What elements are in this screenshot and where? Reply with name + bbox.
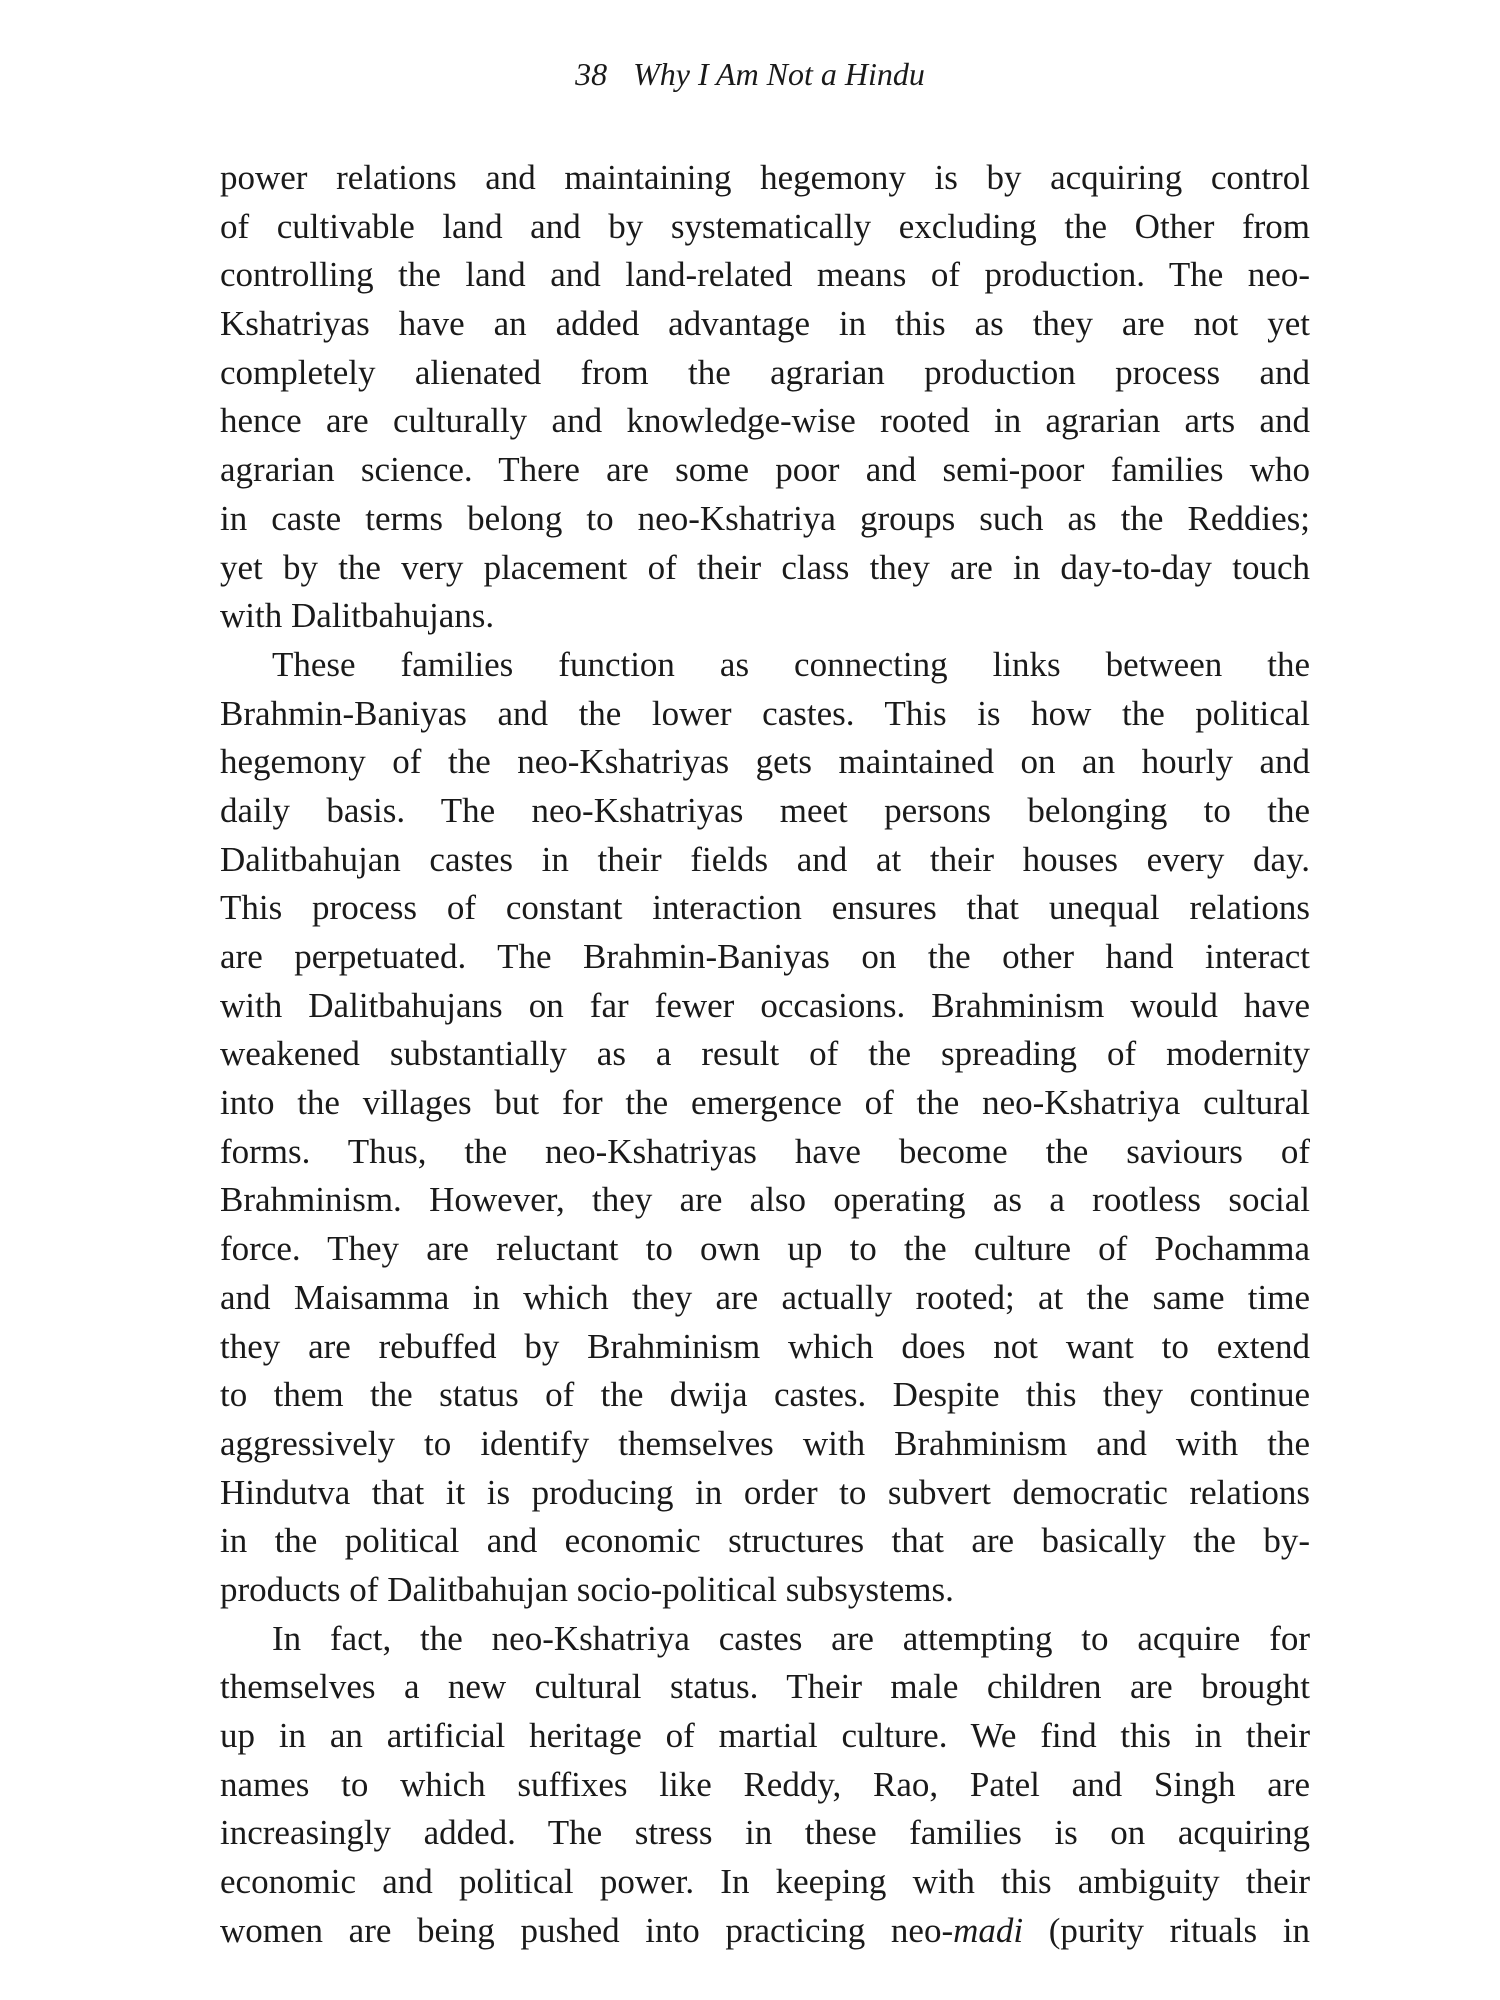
text-line: completely alienated from the agrarian production process and: [220, 352, 1310, 392]
text-line: Brahminism. However, they are also operating as a rootless social: [220, 1180, 1310, 1220]
line-text-before-italic: women are being pushed into practicing neo-: [220, 1910, 954, 1950]
text-line: force. They are reluctant to own up to the culture of Pochamma: [220, 1229, 1310, 1269]
text-line: increasingly added. The stress in these families is on acquiring: [220, 1813, 1310, 1853]
text-line-with-italic: [220, 1907, 1310, 1956]
text-line: These families function as connecting links between the: [272, 644, 1310, 684]
italic-term: madi: [953, 1910, 1024, 1950]
text-line: themselves a new cultural status. Their male children are brought: [220, 1667, 1310, 1707]
text-line: yet by the very placement of their class they are in day-to-day touch: [220, 547, 1310, 587]
text-line: aggressively to identify themselves with Brahminism and with the: [220, 1423, 1310, 1463]
text-line: of cultivable land and by systematically excluding the Other from: [220, 206, 1310, 246]
text-line: into the villages but for the emergence of the neo-Kshatriya cultural: [220, 1083, 1310, 1123]
text-line: with Dalitbahujans on far fewer occasions. Brahminism would have: [220, 985, 1310, 1025]
text-line: to them the status of the dwija castes. Despite this they continue: [220, 1375, 1310, 1415]
text-line: agrarian science. There are some poor and semi-poor families who: [220, 450, 1310, 490]
running-head: [0, 52, 1500, 96]
text-line: power relations and maintaining hegemony is by acquiring control: [220, 158, 1310, 197]
text-line: weakened substantially as a result of the spreading of modernity: [220, 1034, 1310, 1074]
body-text: [220, 154, 1310, 1955]
text-line: daily basis. The neo-Kshatriyas meet persons belonging to the: [220, 790, 1310, 830]
text-line: are perpetuated. The Brahmin-Baniyas on the other hand interact: [220, 937, 1310, 976]
page-number: 38: [575, 56, 608, 92]
text-line: in the political and economic structures that are basically the by-: [220, 1521, 1310, 1561]
paragraph-2: [220, 641, 1310, 1615]
text-line: hegemony of the neo-Kshatriyas gets maintained on an hourly and: [220, 742, 1310, 782]
text-line: forms. Thus, the neo-Kshatriyas have become the saviours of: [220, 1131, 1310, 1171]
text-line: with Dalitbahujans.: [220, 596, 495, 636]
text-line: in caste terms belong to neo-Kshatriya groups such as the Reddies;: [220, 498, 1310, 538]
text-line: Kshatriyas have an added advantage in this as they are not yet: [220, 304, 1310, 344]
text-line: Dalitbahujan castes in their fields and at their houses every day.: [220, 839, 1310, 879]
line-text-after-italic: (purity rituals in: [1023, 1910, 1310, 1950]
text-line: economic and political power. In keeping with this ambiguity their: [220, 1862, 1310, 1902]
text-line: hence are culturally and knowledge-wise rooted in agrarian arts and: [220, 401, 1310, 441]
paragraph-1: [220, 154, 1310, 641]
text-line: products of Dalitbahujan socio-political subsystems.: [220, 1569, 954, 1609]
text-line: Brahmin-Baniyas and the lower castes. This is how the political: [220, 693, 1310, 733]
text-line: names to which suffixes like Reddy, Rao, Patel and Singh are: [220, 1764, 1310, 1804]
text-line: Hindutva that it is producing in order to subvert democratic relations: [220, 1472, 1310, 1512]
text-line: and Maisamma in which they are actually rooted; at the same time: [220, 1277, 1310, 1317]
book-title: Why I Am Not a Hindu: [633, 56, 925, 92]
text-line: controlling the land and land-related means of production. The neo-: [220, 255, 1310, 295]
text-line: up in an artificial heritage of martial culture. We find this in their: [220, 1716, 1310, 1755]
paragraph-3: [220, 1615, 1310, 1956]
text-line: they are rebuffed by Brahminism which does not want to extend: [220, 1326, 1310, 1366]
text-line: In fact, the neo-Kshatriya castes are attempting to acquire for: [272, 1618, 1310, 1658]
text-line: This process of constant interaction ensures that unequal relations: [220, 888, 1310, 928]
